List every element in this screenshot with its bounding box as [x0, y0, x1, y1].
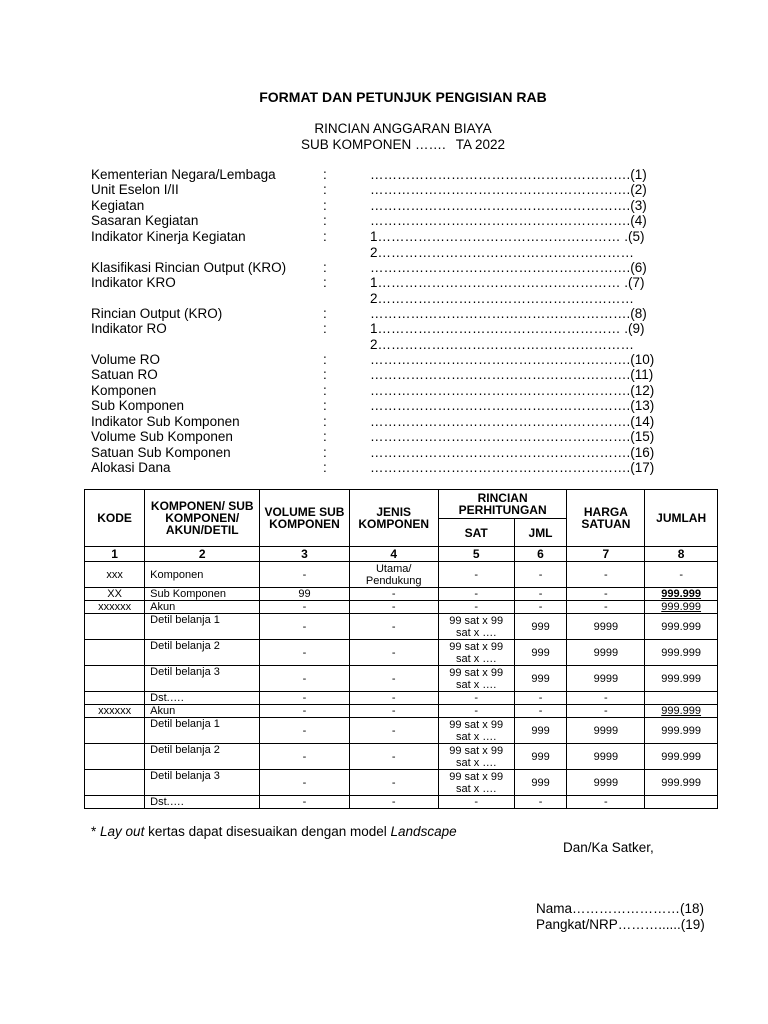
info-value-continuation: 2………………………………………………… — [370, 291, 635, 306]
signature-title: Dan/Ka Satker, — [563, 840, 654, 855]
info-value: 1……………………………………………… .(7) — [370, 275, 645, 290]
info-colon: : — [323, 414, 327, 429]
column-number: 2 — [145, 547, 260, 562]
info-colon: : — [323, 352, 327, 367]
cell-harga: - — [567, 692, 645, 705]
subtitle-rincian: RINCIAN ANGGARAN BIAYA — [314, 121, 492, 136]
table-row — [85, 692, 718, 705]
cell-volume: - — [260, 770, 349, 796]
info-value: ………………………………………………….(11) — [370, 367, 654, 382]
cell-jenis: - — [349, 640, 438, 666]
cell-nama: Detil belanja 3 — [145, 770, 260, 796]
column-number: 8 — [645, 547, 718, 562]
cell-harga: 9999 — [567, 718, 645, 744]
cell-sat: 99 sat x 99 sat x …. — [438, 666, 514, 692]
info-label: Indikator KRO — [91, 275, 176, 290]
cell-nama: Dst.…. — [145, 692, 260, 705]
cell-jml: - — [514, 601, 567, 614]
info-colon: : — [323, 460, 327, 475]
cell-volume: - — [260, 718, 349, 744]
cell-jenis: - — [349, 705, 438, 718]
info-colon: : — [323, 229, 327, 244]
signature-nama: Nama……………………(18) — [536, 901, 705, 916]
info-colon: : — [323, 198, 327, 213]
cell-jumlah — [645, 796, 718, 809]
cell-volume: - — [260, 705, 349, 718]
cell-nama: Detil belanja 2 — [145, 640, 260, 666]
cell-kode — [85, 718, 145, 744]
column-number-row — [85, 547, 718, 562]
cell-kode: xxxxxx — [85, 705, 145, 718]
cell-kode — [85, 692, 145, 705]
cell-jml: - — [514, 692, 567, 705]
cell-sat: 99 sat x 99 sat x …. — [438, 744, 514, 770]
info-label: Indikator RO — [91, 321, 167, 336]
header-kode: KODE — [85, 490, 145, 547]
cell-jenis: - — [349, 770, 438, 796]
info-label: Sub Komponen — [91, 398, 185, 413]
note-lay-out: Lay out — [100, 824, 145, 839]
cell-jenis: - — [349, 692, 438, 705]
cell-nama: Detil belanja 2 — [145, 744, 260, 770]
cell-jml: 999 — [514, 744, 567, 770]
cell-jml: 999 — [514, 770, 567, 796]
column-number: 7 — [567, 547, 645, 562]
cell-jenis: Utama/ Pendukung — [349, 562, 438, 588]
signature-pangkat: Pangkat/NRP………......(19) — [536, 917, 705, 932]
cell-harga: 9999 — [567, 744, 645, 770]
cell-jml: 999 — [514, 718, 567, 744]
cell-nama: Dst.…. — [145, 796, 260, 809]
info-label: Kementerian Negara/Lembaga — [91, 167, 276, 182]
note-text: kertas dapat disesuaikan dengan model — [148, 824, 387, 839]
table-row — [85, 640, 718, 666]
info-value-continuation: 2………………………………………………… — [370, 337, 635, 352]
cell-jenis: - — [349, 601, 438, 614]
info-label: Volume RO — [91, 352, 161, 367]
info-label: Volume Sub Komponen — [91, 429, 233, 444]
cell-volume: 99 — [260, 588, 349, 601]
header-jml: JML — [514, 519, 567, 547]
cell-harga: - — [567, 705, 645, 718]
info-label: Unit Eselon I/II — [91, 182, 179, 197]
info-colon: : — [323, 213, 327, 228]
subtitle-sub-komponen — [0, 137, 768, 152]
header-sat: SAT — [438, 519, 514, 547]
info-value: ………………………………………………….(17) — [370, 460, 655, 475]
info-colon: : — [323, 275, 327, 290]
cell-harga: 9999 — [567, 666, 645, 692]
cell-nama: Detil belanja 3 — [145, 666, 260, 692]
header-rincian: RINCIAN PERHITUNGAN — [438, 490, 567, 519]
cell-jenis: - — [349, 718, 438, 744]
table-row — [85, 588, 718, 601]
info-value: ………………………………………………….(4) — [370, 213, 647, 228]
info-value: ………………………………………………….(3) — [370, 198, 647, 213]
info-value: 1……………………………………………… .(5) — [370, 229, 645, 244]
cell-jumlah — [645, 692, 718, 705]
cell-sat: - — [438, 796, 514, 809]
cell-kode — [85, 640, 145, 666]
info-label: Rincian Output (KRO) — [91, 306, 223, 321]
cell-sat: - — [438, 692, 514, 705]
info-colon: : — [323, 398, 327, 413]
header-jumlah: JUMLAH — [645, 490, 718, 547]
cell-harga: - — [567, 562, 645, 588]
info-label: Satuan RO — [91, 367, 158, 382]
cell-kode — [85, 666, 145, 692]
cell-volume: - — [260, 614, 349, 640]
subtitle-sub-komponen-label: SUB KOMPONEN ……. — [300, 137, 446, 152]
table-row — [85, 718, 718, 744]
cell-sat: 99 sat x 99 sat x …. — [438, 770, 514, 796]
info-label: Komponen — [91, 383, 157, 398]
info-label: Indikator Kinerja Kegiatan — [91, 229, 246, 244]
info-value: ………………………………………………….(10) — [370, 352, 655, 367]
cell-jml: - — [514, 562, 567, 588]
column-number: 5 — [438, 547, 514, 562]
cell-kode — [85, 614, 145, 640]
rab-table — [84, 489, 718, 809]
cell-volume: - — [260, 692, 349, 705]
cell-nama: Komponen — [145, 562, 260, 588]
header-jenis: JENIS KOMPONEN — [349, 490, 438, 547]
cell-jumlah: 999.999 — [645, 601, 718, 614]
cell-jumlah: 999.999 — [645, 718, 718, 744]
cell-nama: Akun — [145, 601, 260, 614]
info-colon: : — [323, 182, 327, 197]
table-row — [85, 796, 718, 809]
rab-table-body — [85, 547, 718, 809]
cell-sat: 99 sat x 99 sat x …. — [438, 614, 514, 640]
cell-jenis: - — [349, 614, 438, 640]
cell-sat: - — [438, 562, 514, 588]
info-colon: : — [323, 167, 327, 182]
cell-sat: - — [438, 601, 514, 614]
info-value: ………………………………………………….(1) — [370, 167, 647, 182]
cell-jumlah: 999.999 — [645, 614, 718, 640]
cell-jenis: - — [349, 744, 438, 770]
info-value: ………………………………………………….(2) — [370, 182, 647, 197]
column-number: 4 — [349, 547, 438, 562]
cell-harga: - — [567, 588, 645, 601]
info-value: ………………………………………………….(15) — [370, 429, 655, 444]
cell-jenis: - — [349, 666, 438, 692]
table-row — [85, 770, 718, 796]
cell-jml: 999 — [514, 614, 567, 640]
cell-kode: xxxxxx — [85, 601, 145, 614]
info-label: Satuan Sub Komponen — [91, 445, 231, 460]
info-value: ………………………………………………….(6) — [370, 260, 647, 275]
header-volume: VOLUME SUB KOMPONEN — [260, 490, 349, 547]
page-title: FORMAT DAN PETUNJUK PENGISIAN RAB — [259, 89, 547, 105]
table-row — [85, 705, 718, 718]
info-value: ………………………………………………….(14) — [370, 414, 655, 429]
cell-nama: Akun — [145, 705, 260, 718]
cell-jumlah: 999.999 — [645, 770, 718, 796]
info-label: Alokasi Dana — [91, 460, 171, 475]
column-number: 1 — [85, 547, 145, 562]
cell-jml: - — [514, 705, 567, 718]
note-star: * — [91, 824, 97, 839]
cell-jml: - — [514, 588, 567, 601]
cell-jumlah: 999.999 — [645, 588, 718, 601]
cell-jml: - — [514, 796, 567, 809]
cell-jumlah: 999.999 — [645, 640, 718, 666]
cell-jml: 999 — [514, 666, 567, 692]
table-row — [85, 562, 718, 588]
cell-jumlah: 999.999 — [645, 705, 718, 718]
cell-volume: - — [260, 744, 349, 770]
info-label: Kegiatan — [91, 198, 145, 213]
cell-harga: - — [567, 601, 645, 614]
cell-volume: - — [260, 601, 349, 614]
cell-harga: 9999 — [567, 640, 645, 666]
cell-jenis: - — [349, 588, 438, 601]
cell-volume: - — [260, 640, 349, 666]
info-colon: : — [323, 321, 327, 336]
info-value: 1……………………………………………… .(9) — [370, 321, 645, 336]
table-row — [85, 666, 718, 692]
cell-nama: Detil belanja 1 — [145, 718, 260, 744]
cell-harga: 9999 — [567, 770, 645, 796]
cell-harga: 9999 — [567, 614, 645, 640]
info-label: Sasaran Kegiatan — [91, 213, 199, 228]
info-label: Indikator Sub Komponen — [91, 414, 240, 429]
cell-kode: xxx — [85, 562, 145, 588]
info-colon: : — [323, 429, 327, 444]
header-harga: HARGA SATUAN — [567, 490, 645, 547]
cell-kode — [85, 796, 145, 809]
info-colon: : — [323, 445, 327, 460]
cell-sat: - — [438, 588, 514, 601]
cell-volume: - — [260, 796, 349, 809]
column-number: 3 — [260, 547, 349, 562]
cell-volume: - — [260, 562, 349, 588]
info-value-continuation: 2………………………………………………… — [370, 245, 635, 260]
table-row — [85, 601, 718, 614]
table-row — [85, 614, 718, 640]
note-landscape: Landscape — [390, 824, 457, 839]
info-colon: : — [323, 367, 327, 382]
cell-jenis: - — [349, 796, 438, 809]
header-komponen: KOMPONEN/ SUB KOMPONEN/ AKUN/DETIL — [145, 490, 260, 547]
info-label: Klasifikasi Rincian Output (KRO) — [91, 260, 287, 275]
info-value: ………………………………………………….(12) — [370, 383, 655, 398]
cell-kode: XX — [85, 588, 145, 601]
cell-volume: - — [260, 666, 349, 692]
cell-jumlah: 999.999 — [645, 744, 718, 770]
layout-note — [91, 824, 457, 839]
cell-jml: 999 — [514, 640, 567, 666]
info-value: ………………………………………………….(16) — [370, 445, 655, 460]
info-colon: : — [323, 260, 327, 275]
cell-nama: Sub Komponen — [145, 588, 260, 601]
column-number: 6 — [514, 547, 567, 562]
cell-jumlah: 999.999 — [645, 666, 718, 692]
cell-jumlah: - — [645, 562, 718, 588]
cell-sat: 99 sat x 99 sat x …. — [438, 718, 514, 744]
info-value: ………………………………………………….(13) — [370, 398, 655, 413]
cell-nama: Detil belanja 1 — [145, 614, 260, 640]
cell-kode — [85, 770, 145, 796]
table-row — [85, 744, 718, 770]
info-colon: : — [323, 383, 327, 398]
cell-kode — [85, 744, 145, 770]
cell-harga: - — [567, 796, 645, 809]
cell-sat: 99 sat x 99 sat x …. — [438, 640, 514, 666]
info-colon: : — [323, 306, 327, 321]
info-value: ………………………………………………….(8) — [370, 306, 647, 321]
cell-sat: - — [438, 705, 514, 718]
subtitle-year: TA 2022 — [455, 137, 506, 152]
